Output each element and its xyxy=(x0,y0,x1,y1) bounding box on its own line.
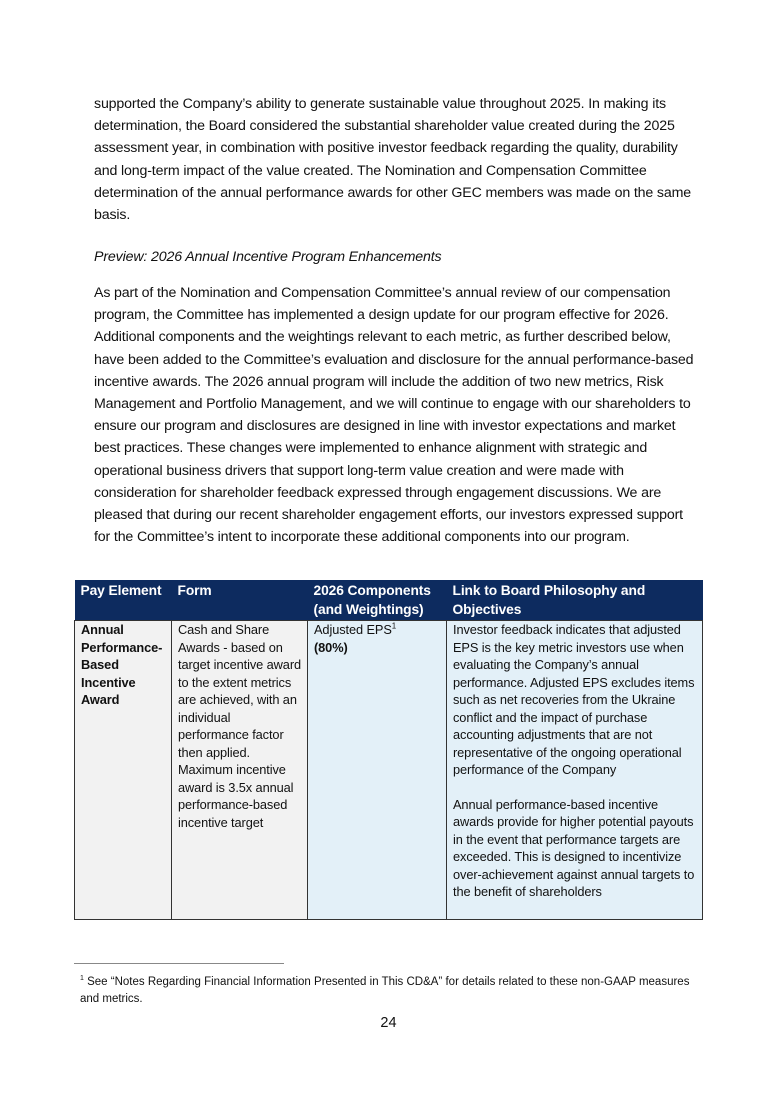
footnote-reference[interactable]: 1 xyxy=(391,621,397,631)
section-subheading: Preview: 2026 Annual Incentive Program Enhancements xyxy=(94,249,442,265)
cell-form: Cash and Share Awards - based on target incentive award to the extent metrics are achieved, with an individual performance factor then applied. Maximum incentive award is 3.5x annual performance-based incentive target xyxy=(172,621,308,920)
link-paragraph-1: Investor feedback indicates that adjusted EPS is the key metric investors use when evaluating the Company’s annual performance. Adjusted EPS excludes items such as net recoveries from the Ukraine conflict and the impact of purchase accounting adjustments that are not representative of the ongoing operational performance of the Company xyxy=(453,622,695,777)
footnote-divider xyxy=(74,963,284,964)
cell-link-to-board xyxy=(447,621,703,920)
paragraph-program-enhancements: As part of the Nomination and Compensation Committee’s annual review of our compensation program, the Committee has implemented a design update for our program effective for 2026. Additional components and the weightings relevant to each metric, as further described below, have been added to the Committee’s evaluation and disclosure for the annual performance-based incentive awards. The 2026 annual program will include the addition of two new metrics, Risk Management and Portfolio Management, and we will continue to engage with our shareholders to ensure our program and disclosures are designed in line with investor expectations and market best practices. These changes were implemented to enhance alignment with strategic and operational business drivers that support long-term value creation and were made with consideration for shareholder feedback expressed through engagement discussions. We are pleased that during our recent shareholder engagement efforts, our investors expressed support for the Committee’s intent to incorporate these additional components into our program. xyxy=(94,285,694,546)
header-link-to-board: Link to Board Philosophy and Objectives xyxy=(447,580,703,621)
page-number: 24 xyxy=(380,1015,397,1031)
header-pay-element: Pay Element xyxy=(75,580,172,621)
footnote xyxy=(80,974,700,1008)
incentive-program-table xyxy=(74,580,703,920)
cell-components xyxy=(308,621,447,920)
footnote-text: See “Notes Regarding Financial Information Presented in This CD&A” for details related to these non-GAAP measures and metrics. xyxy=(80,976,690,1005)
component-name: Adjusted EPS xyxy=(314,622,392,637)
header-form: Form xyxy=(172,580,308,621)
table-row xyxy=(75,621,703,920)
table-header-row xyxy=(75,580,703,621)
link-paragraph-2: Annual performance-based incentive awards provide for higher potential payouts in the event that performance targets are exceeded. This is designed to incentivize over-achievement against annual targets to the benefit of shareholders xyxy=(453,796,695,899)
paragraph-board-determination: supported the Company’s ability to generate sustainable value throughout 2025. In making its determination, the Board considered the substantial shareholder value created during the 2025 assessment year, in combination with positive investor feedback regarding the quality, durability and long-term impact of the value created. The Nomination and Compensation Committee determination of the annual performance awards for other GEC members was made on the same basis. xyxy=(94,96,692,224)
component-weighting: (80%) xyxy=(314,639,348,655)
header-components: 2026 Components (and Weightings) xyxy=(308,580,447,621)
footnote-marker: 1 xyxy=(80,975,84,983)
cell-pay-element: Annual Performance-Based Incentive Award xyxy=(75,621,172,920)
